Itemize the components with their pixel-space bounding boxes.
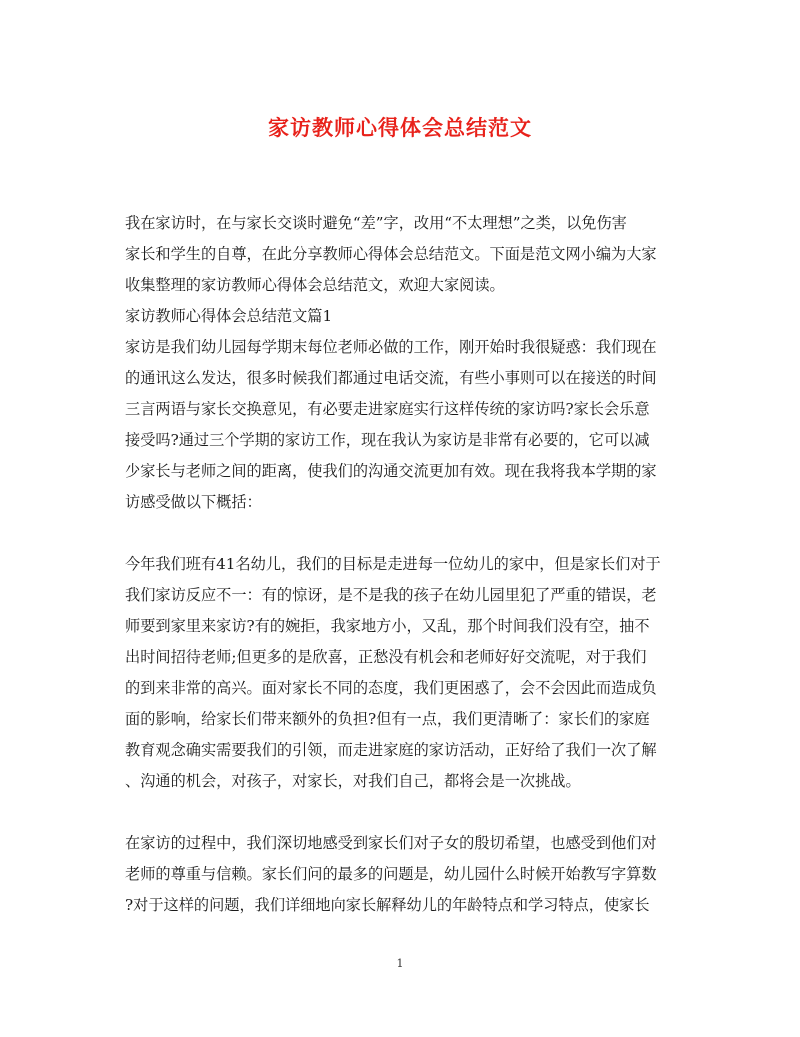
text-line: 家访是我们幼儿园每学期末每位老师必做的工作，刚开始时我很疑惑：我们现在 <box>125 338 657 356</box>
paragraph-3 <box>125 828 675 921</box>
document-body <box>125 208 675 921</box>
text-line: 少家长与老师之间的距离，使我们的沟通交流更加有效。现在我将我本学期的家 <box>125 462 657 480</box>
text-line: 老师的尊重与信赖。家长们问的最多的问题是，幼儿园什么时候开始教写字算数 <box>125 865 657 883</box>
section-heading: 家访教师心得体会总结范文篇1 <box>125 307 333 325</box>
text-line: 收集整理的家访教师心得体会总结范文，欢迎大家阅读。 <box>125 276 505 294</box>
intro-paragraph <box>125 208 675 301</box>
paragraph-spacer <box>125 797 675 828</box>
text-line: 的到来非常的高兴。面对家长不同的态度，我们更困惑了，会不会因此而造成负 <box>125 679 657 697</box>
text-line: 教育观念确实需要我们的引领，而走进家庭的家访活动，正好给了我们一次了解 <box>125 741 657 759</box>
page-number: 1 <box>396 957 404 970</box>
text-line: 师要到家里来家访?有的婉拒，我家地方小，又乱，那个时间我们没有空，抽不 <box>125 617 650 635</box>
text-line: 出时间招待老师;但更多的是欣喜，正愁没有机会和老师好好交流呢，对于我们 <box>125 648 647 666</box>
text-line: 我在家访时，在与家长交谈时避免“差”字，改用“不太理想”之类，以免伤害 <box>125 214 627 232</box>
text-line: 我们家访反应不一：有的惊讶，是不是我的孩子在幼儿园里犯了严重的错误，老 <box>125 586 657 604</box>
text-line: 在家访的过程中，我们深切地感受到家长们对子女的殷切希望，也感受到他们对 <box>125 834 657 852</box>
text-line: 访感受做以下概括： <box>125 493 262 511</box>
text-line: 面的影响，给家长们带来额外的负担?但有一点，我们更清晰了：家长们的家庭 <box>125 710 650 728</box>
paragraph-1 <box>125 332 675 518</box>
paragraph-2 <box>125 549 675 797</box>
text-line: 三言两语与家长交换意见，有必要走进家庭实行这样传统的家访吗?家长会乐意 <box>125 400 650 418</box>
paragraph-spacer <box>125 518 675 549</box>
text-line: 接受吗?通过三个学期的家访工作，现在我认为家访是非常有必要的，它可以减 <box>125 431 650 449</box>
text-line: 的通讯这么发达，很多时候我们都通过电话交流，有些小事则可以在接送的时间 <box>125 369 657 387</box>
document-title: 家访教师心得体会总结范文 <box>268 115 532 140</box>
text-line: ?对于这样的问题，我们详细地向家长解释幼儿的年龄特点和学习特点，使家长 <box>125 896 650 914</box>
text-line: 、沟通的机会，对孩子，对家长，对我们自己，都将会是一次挑战。 <box>125 772 581 790</box>
text-line: 今年我们班有41名幼儿，我们的目标是走进每一位幼儿的家中，但是家长们对于 <box>125 555 661 573</box>
text-line: 家长和学生的自尊，在此分享教师心得体会总结范文。下面是范文网小编为大家 <box>125 245 657 263</box>
